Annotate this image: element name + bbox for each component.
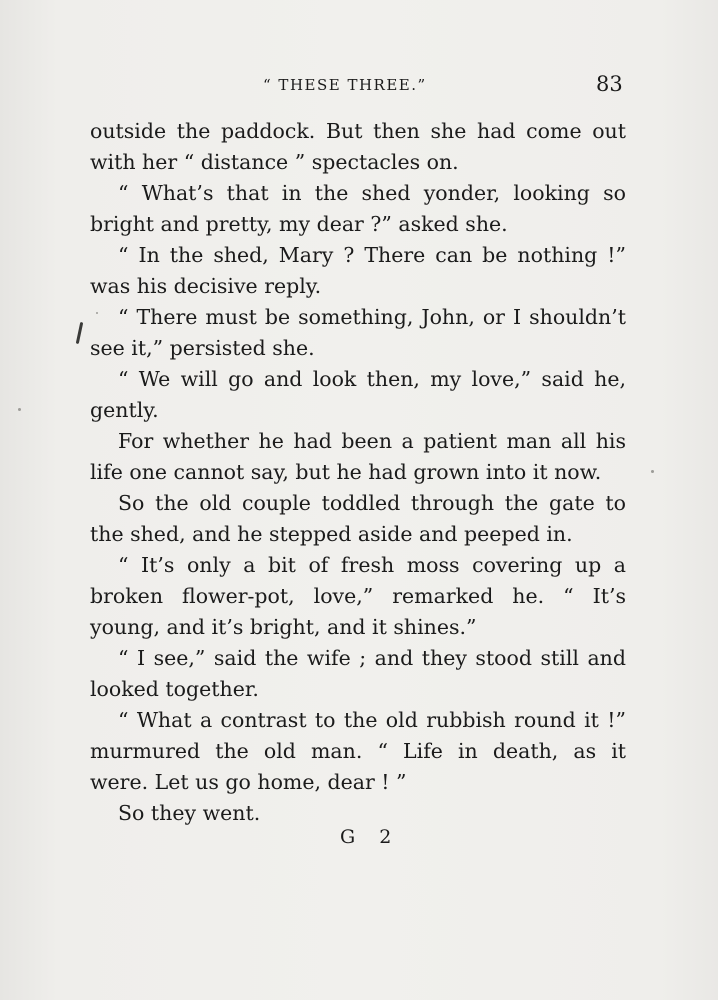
text-line: with her “ distance ” spectacles on. [90,150,459,174]
running-head [0,72,718,102]
text-line: looked together. [90,677,259,701]
text-line: “ It’s only a bit of fresh moss covering up a [118,553,626,577]
text-line: life one cannot say, but he had grown into it now. [90,460,602,484]
text-line: “ We will go and look then, my love,” said he, [118,367,626,391]
paper-speck [18,408,21,411]
signature-mark: G 2 [340,826,401,848]
text-line: were. Let us go home, dear ! ” [90,770,407,794]
text-line: was his decisive reply. [90,274,322,298]
text-line: murmured the old man. “ Life in death, as it [90,739,626,763]
text-line: gently. [90,398,159,422]
page-number: 83 [596,72,623,96]
text-line: “ What a contrast to the old rubbish round it !” [118,708,626,732]
paper-speck [651,470,654,473]
text-line: bright and pretty, my dear ?” asked she. [90,212,508,236]
text-line: “ I see,” said the wife ; and they stood still and [118,646,626,670]
text-line: So the old couple toddled through the gate to [118,491,626,515]
body-text [90,116,626,829]
ink-mark [76,322,84,344]
chapter-title: “ THESE THREE.” [263,76,427,94]
text-line: “ There must be something, John, or I shouldn’t [118,305,626,329]
paper-speck [96,312,98,314]
text-line: see it,” persisted she. [90,336,315,360]
text-line: For whether he had been a patient man all his [118,429,626,453]
text-line: “ In the shed, Mary ? There can be nothing !” [118,243,626,267]
text-line: outside the paddock. But then she had come out [90,119,626,143]
text-line: So they went. [118,801,261,825]
text-line: broken flower-pot, love,” remarked he. “ It’s [90,584,626,608]
text-line: “ What’s that in the shed yonder, looking so [118,181,626,205]
text-line: the shed, and he stepped aside and peeped in. [90,522,573,546]
text-line: young, and it’s bright, and it shines.” [90,615,477,639]
